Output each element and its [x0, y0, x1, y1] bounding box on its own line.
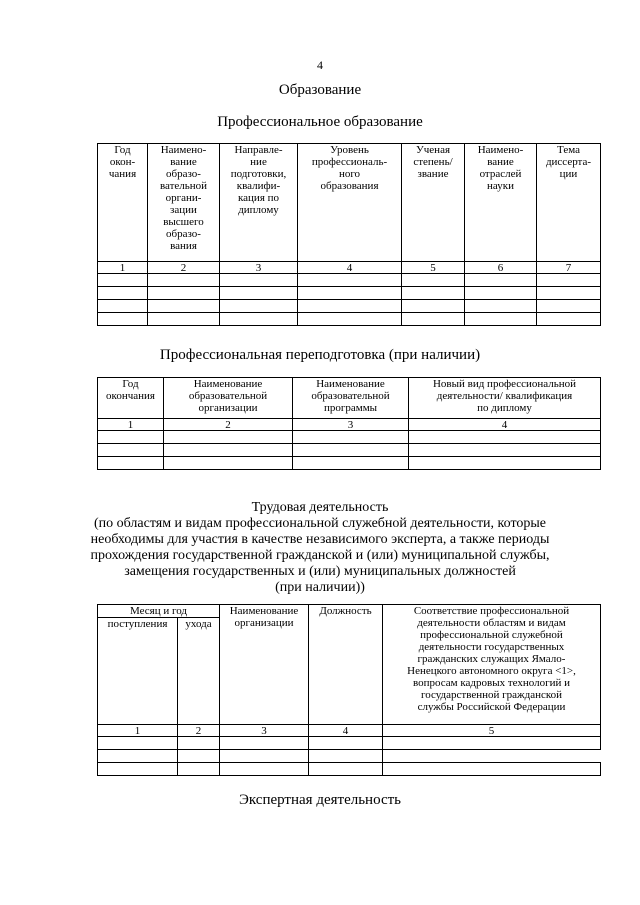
column-number: 4 — [298, 262, 402, 274]
header-line: профессиональ- — [311, 156, 388, 168]
header-line: гражданских служащих Ямало- — [417, 653, 566, 665]
column-number: 1 — [98, 725, 178, 737]
empty-row — [98, 763, 601, 776]
header-line: степень/ — [413, 156, 453, 168]
header-cell — [98, 378, 164, 419]
header-line: деятельности/ квалификация — [436, 390, 573, 402]
work-title-line: замещения государственных и (или) муниципальных должностей — [124, 564, 516, 579]
header-cell — [98, 144, 148, 262]
header-line: высшего — [163, 216, 204, 228]
empty-row — [98, 300, 601, 313]
column-number: 7 — [537, 262, 601, 274]
header-end: ухода — [178, 618, 220, 725]
header-line: чания — [108, 168, 137, 180]
expert-title: Экспертная деятельность — [238, 792, 402, 808]
column-number: 6 — [465, 262, 537, 274]
header-line: деятельности областям и видам — [417, 617, 566, 629]
column-number: 5 — [402, 262, 465, 274]
header-line: образовательной — [311, 390, 390, 402]
header-line: Год — [114, 144, 131, 156]
header-line: Соответствие профессиональной — [413, 605, 570, 617]
empty-row — [98, 274, 601, 287]
header-cell — [465, 144, 537, 262]
header-line: организации — [198, 402, 258, 414]
empty-row — [98, 737, 601, 750]
column-number: 2 — [178, 725, 220, 737]
header-line: Наименование — [316, 378, 385, 390]
table-header-row — [98, 144, 601, 262]
section-title: Образование — [278, 82, 362, 98]
column-number-row — [98, 262, 601, 274]
header-position: Должность — [309, 605, 383, 725]
header-cell — [220, 144, 298, 262]
header-line: Год — [122, 378, 139, 390]
header-line: вопросам кадровых технологий и — [412, 677, 571, 689]
table-header-row — [98, 378, 601, 419]
work-title-line: Трудовая деятельность — [251, 500, 389, 515]
header-line: ние — [250, 156, 267, 168]
header-line: образо- — [166, 228, 201, 240]
header-line: зации — [170, 204, 197, 216]
header-line: ции — [559, 168, 578, 180]
column-number-row — [98, 725, 601, 737]
header-line: Тема — [557, 144, 580, 156]
header-cell — [409, 378, 601, 419]
header-line: образовательной — [188, 390, 268, 402]
empty-row — [98, 431, 601, 444]
retraining-title: Профессиональная переподготовка (при наличии) — [159, 347, 481, 363]
header-line: деятельности государственных — [418, 641, 565, 653]
header-line: квалифи- — [236, 180, 281, 192]
header-line: диплому — [238, 204, 279, 216]
work-table — [97, 604, 601, 776]
header-cell — [164, 378, 293, 419]
header-line: ного — [338, 168, 361, 180]
header-line: по диплому — [477, 402, 532, 414]
header-line: подготовки, — [230, 168, 287, 180]
header-cell — [402, 144, 465, 262]
header-line: звание — [417, 168, 449, 180]
header-cell — [298, 144, 402, 262]
header-line: окон- — [109, 156, 136, 168]
header-line: органи- — [165, 192, 202, 204]
header-compliance — [383, 605, 601, 725]
header-line: вание — [487, 156, 514, 168]
header-line: Уровень — [330, 144, 369, 156]
header-line: службы Российской Федерации — [417, 701, 566, 713]
header-start: поступления — [98, 618, 178, 725]
column-number: 3 — [220, 262, 298, 274]
header-line: профессиональной служебной — [420, 629, 563, 641]
empty-row — [98, 287, 601, 300]
column-number: 4 — [309, 725, 383, 737]
column-number: 5 — [383, 725, 601, 737]
work-title-line: (по областям и видам профессиональной служебной деятельности, которые — [93, 516, 547, 531]
header-line: диссерта- — [545, 156, 592, 168]
header-line: Наимено- — [477, 144, 524, 156]
header-line: науки — [487, 180, 514, 192]
work-title-line: прохождения государственной гражданской и (или) муниципальной службы, — [90, 548, 550, 563]
empty-row — [98, 750, 601, 763]
prof-education-table — [97, 143, 601, 326]
header-cell — [148, 144, 220, 262]
header-line: образо- — [166, 168, 201, 180]
header-month-year: Месяц и год — [98, 605, 220, 618]
column-number: 2 — [164, 419, 293, 431]
empty-row — [98, 457, 601, 470]
empty-row — [98, 444, 601, 457]
header-line: Ненецкого автономного округа <1>, — [407, 665, 576, 677]
header-org — [220, 605, 309, 725]
column-number: 3 — [293, 419, 409, 431]
header-line: Новый вид профессиональной — [432, 378, 577, 390]
header-line: организации — [234, 617, 294, 629]
header-line: Наименование — [193, 378, 263, 390]
header-line: отраслей — [479, 168, 522, 180]
column-number: 4 — [409, 419, 601, 431]
column-number: 2 — [148, 262, 220, 274]
empty-row — [98, 313, 601, 326]
header-line: государственной гражданской — [420, 689, 563, 701]
header-line: Наименование — [229, 605, 299, 617]
header-line: Наимено- — [160, 144, 207, 156]
page-number: 4 — [317, 58, 323, 72]
header-line: программы — [323, 402, 378, 414]
header-cell — [293, 378, 409, 419]
column-number-row — [98, 419, 601, 431]
column-number: 1 — [98, 419, 164, 431]
header-cell — [537, 144, 601, 262]
prof-education-title: Профессиональное образование — [217, 114, 423, 130]
header-line: окончания — [106, 390, 155, 402]
header-line: вательной — [159, 180, 208, 192]
work-title — [0, 500, 640, 596]
header-line: кация по — [237, 192, 280, 204]
header-line: вания — [170, 240, 197, 252]
work-title-line: необходимы для участия в качестве независимого эксперта, а также периоды — [90, 532, 550, 547]
header-line: Ученая — [415, 144, 451, 156]
column-number: 3 — [220, 725, 309, 737]
header-line: вание — [170, 156, 197, 168]
work-title-line: (при наличии)) — [275, 580, 365, 595]
retraining-table — [97, 377, 601, 470]
header-line: Направле- — [234, 144, 283, 156]
header-line: образования — [320, 180, 379, 192]
column-number: 1 — [98, 262, 148, 274]
